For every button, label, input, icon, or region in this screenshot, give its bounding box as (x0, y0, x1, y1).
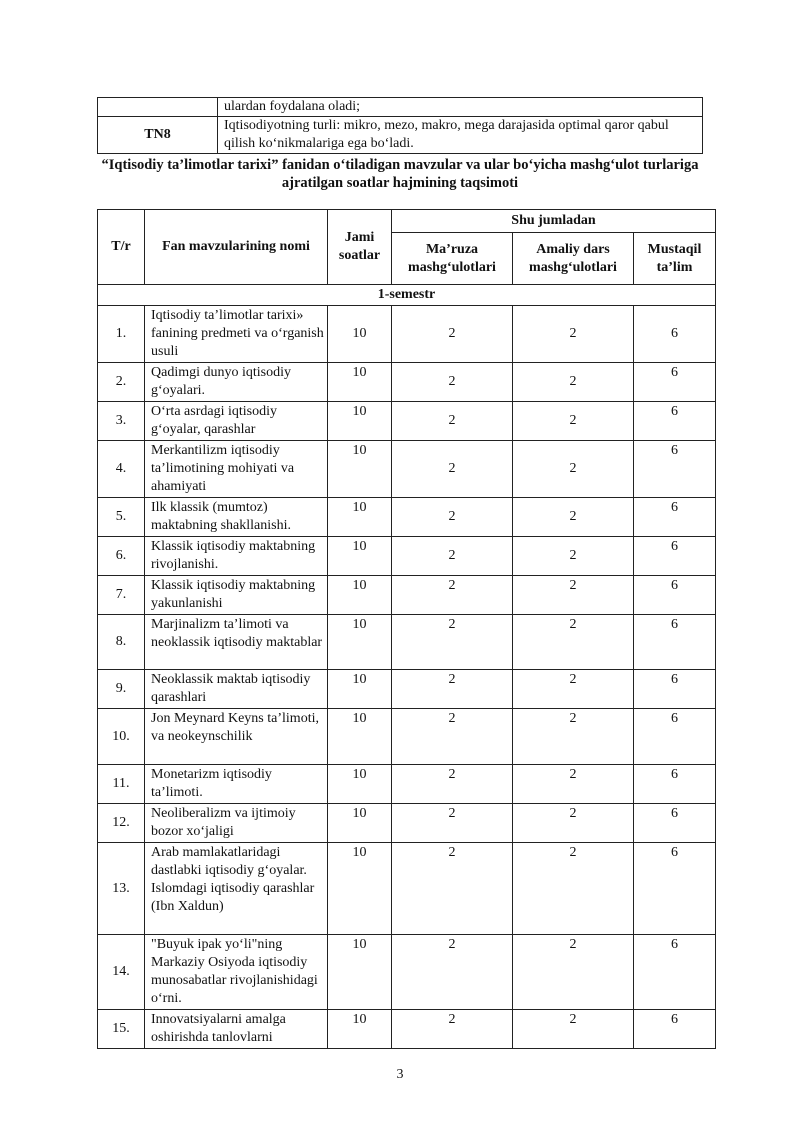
table-row (98, 402, 716, 441)
table-row (98, 765, 716, 804)
row-number: 9. (98, 670, 145, 709)
row-practice-hours: 2 (513, 804, 634, 843)
page-number: 3 (396, 1067, 404, 1082)
table-row (98, 363, 716, 402)
row-lecture-hours: 2 (392, 1010, 513, 1049)
row-lecture-hours: 2 (392, 765, 513, 804)
row-number: 11. (98, 765, 145, 804)
row-number: 4. (98, 441, 145, 498)
row-independent-hours: 6 (634, 709, 716, 765)
header-tr: T/r (98, 210, 145, 285)
row-independent-hours: 6 (634, 576, 716, 615)
row-number: 6. (98, 537, 145, 576)
competency-table (97, 97, 703, 154)
row-practice-hours: 2 (513, 615, 634, 670)
row-total-hours: 10 (328, 670, 392, 709)
table-row (98, 306, 716, 363)
competency-row (98, 98, 703, 117)
row-lecture-hours: 2 (392, 306, 513, 363)
row-total-hours: 10 (328, 441, 392, 498)
section-heading: “Iqtisodiy ta’limotlar tarixi” fanidan o‘tiladigan mavzular va ular bo‘yicha mashg‘ulot turlariga ajratilgan soatlar hajmining taqsimoti (101, 157, 699, 191)
header-including: Shu jumladan (392, 210, 716, 233)
row-independent-hours: 6 (634, 402, 716, 441)
row-total-hours: 10 (328, 537, 392, 576)
row-lecture-hours: 2 (392, 709, 513, 765)
table-row (98, 441, 716, 498)
header-practice: Amaliy dars mashg‘ulotlari (513, 233, 634, 285)
row-number: 10. (98, 709, 145, 765)
table-row (98, 537, 716, 576)
table-row (98, 498, 716, 537)
row-lecture-hours: 2 (392, 804, 513, 843)
row-number: 7. (98, 576, 145, 615)
row-topic: Arab mamlakatlaridagi dastlabki iqtisodiy g‘oyalar. Islomdagi iqtisodiy qarashlar (Ibn Xaldun) (145, 843, 328, 935)
row-topic: Monetarizm iqtisodiy ta’limoti. (145, 765, 328, 804)
row-practice-hours: 2 (513, 498, 634, 537)
competency-code (98, 98, 218, 117)
row-practice-hours: 2 (513, 441, 634, 498)
row-total-hours: 10 (328, 498, 392, 537)
row-independent-hours: 6 (634, 306, 716, 363)
row-total-hours: 10 (328, 765, 392, 804)
row-lecture-hours: 2 (392, 935, 513, 1010)
row-number: 3. (98, 402, 145, 441)
row-lecture-hours: 2 (392, 843, 513, 935)
row-independent-hours: 6 (634, 441, 716, 498)
row-independent-hours: 6 (634, 1010, 716, 1049)
row-practice-hours: 2 (513, 363, 634, 402)
table-row (98, 615, 716, 670)
row-practice-hours: 2 (513, 402, 634, 441)
row-topic: Klassik iqtisodiy maktabning yakunlanishi (145, 576, 328, 615)
row-number: 13. (98, 843, 145, 935)
row-lecture-hours: 2 (392, 441, 513, 498)
header-lecture: Ma’ruza mashg‘ulotlari (392, 233, 513, 285)
header-total-hours: Jami soatlar (328, 210, 392, 285)
row-number: 2. (98, 363, 145, 402)
row-independent-hours: 6 (634, 935, 716, 1010)
row-practice-hours: 2 (513, 1010, 634, 1049)
row-topic: Marjinalizm ta’limoti va neoklassik iqtisodiy maktablar (145, 615, 328, 670)
row-topic: Neoliberalizm va ijtimoiy bozor xo‘jaligi (145, 804, 328, 843)
row-independent-hours: 6 (634, 537, 716, 576)
competency-text: ulardan foydalana oladi; (218, 98, 703, 117)
row-topic: Ilk klassik (mumtoz) maktabning shakllanishi. (145, 498, 328, 537)
row-practice-hours: 2 (513, 670, 634, 709)
row-total-hours: 10 (328, 615, 392, 670)
row-lecture-hours: 2 (392, 615, 513, 670)
row-independent-hours: 6 (634, 498, 716, 537)
row-independent-hours: 6 (634, 804, 716, 843)
row-total-hours: 10 (328, 1010, 392, 1049)
row-topic: Klassik iqtisodiy maktabning rivojlanishi. (145, 537, 328, 576)
row-independent-hours: 6 (634, 843, 716, 935)
table-row (98, 709, 716, 765)
row-practice-hours: 2 (513, 935, 634, 1010)
row-lecture-hours: 2 (392, 670, 513, 709)
row-total-hours: 10 (328, 935, 392, 1010)
hours-distribution-table (97, 209, 716, 1049)
table-row (98, 804, 716, 843)
row-total-hours: 10 (328, 709, 392, 765)
row-number: 5. (98, 498, 145, 537)
row-practice-hours: 2 (513, 537, 634, 576)
header-independent: Mustaqil ta’lim (634, 233, 716, 285)
row-practice-hours: 2 (513, 709, 634, 765)
row-topic: O‘rta asrdagi iqtisodiy g‘oyalar, qarashlar (145, 402, 328, 441)
row-lecture-hours: 2 (392, 576, 513, 615)
table-row (98, 670, 716, 709)
row-practice-hours: 2 (513, 576, 634, 615)
row-lecture-hours: 2 (392, 537, 513, 576)
table-row (98, 935, 716, 1010)
row-lecture-hours: 2 (392, 498, 513, 537)
row-total-hours: 10 (328, 306, 392, 363)
row-lecture-hours: 2 (392, 363, 513, 402)
competency-code: TN8 (98, 117, 218, 154)
row-practice-hours: 2 (513, 306, 634, 363)
row-topic: "Buyuk ipak yo‘li"ning Markaziy Osiyoda iqtisodiy munosabatlar rivojlanishidagi o‘rni. (145, 935, 328, 1010)
row-independent-hours: 6 (634, 615, 716, 670)
competency-text: Iqtisodiyotning turli: mikro, mezo, makro, mega darajasida optimal qaror qabul qilish ko‘nikmalariga ega bo‘ladi. (218, 117, 703, 154)
row-total-hours: 10 (328, 804, 392, 843)
row-topic: Qadimgi dunyo iqtisodiy g‘oyalari. (145, 363, 328, 402)
row-total-hours: 10 (328, 576, 392, 615)
row-topic: Jon Meynard Keyns ta’limoti, va neokeynschilik (145, 709, 328, 765)
table-row (98, 843, 716, 935)
row-practice-hours: 2 (513, 765, 634, 804)
row-independent-hours: 6 (634, 765, 716, 804)
row-topic: Innovatsiyalarni amalga oshirishda tanlovlarni (145, 1010, 328, 1049)
row-independent-hours: 6 (634, 670, 716, 709)
row-number: 1. (98, 306, 145, 363)
row-independent-hours: 6 (634, 363, 716, 402)
row-number: 15. (98, 1010, 145, 1049)
row-lecture-hours: 2 (392, 402, 513, 441)
row-total-hours: 10 (328, 843, 392, 935)
table-row (98, 576, 716, 615)
table-row (98, 1010, 716, 1049)
row-topic: Merkantilizm iqtisodiy ta’limotining mohiyati va ahamiyati (145, 441, 328, 498)
semester-label: 1-semestr (98, 285, 716, 306)
row-number: 12. (98, 804, 145, 843)
row-topic: Neoklassik maktab iqtisodiy qarashlari (145, 670, 328, 709)
row-practice-hours: 2 (513, 843, 634, 935)
row-number: 8. (98, 615, 145, 670)
row-total-hours: 10 (328, 363, 392, 402)
row-number: 14. (98, 935, 145, 1010)
row-topic: Iqtisodiy ta’limotlar tarixi» fanining predmeti va o‘rganish usuli (145, 306, 328, 363)
header-topic: Fan mavzularining nomi (145, 210, 328, 285)
competency-row (98, 117, 703, 154)
row-total-hours: 10 (328, 402, 392, 441)
